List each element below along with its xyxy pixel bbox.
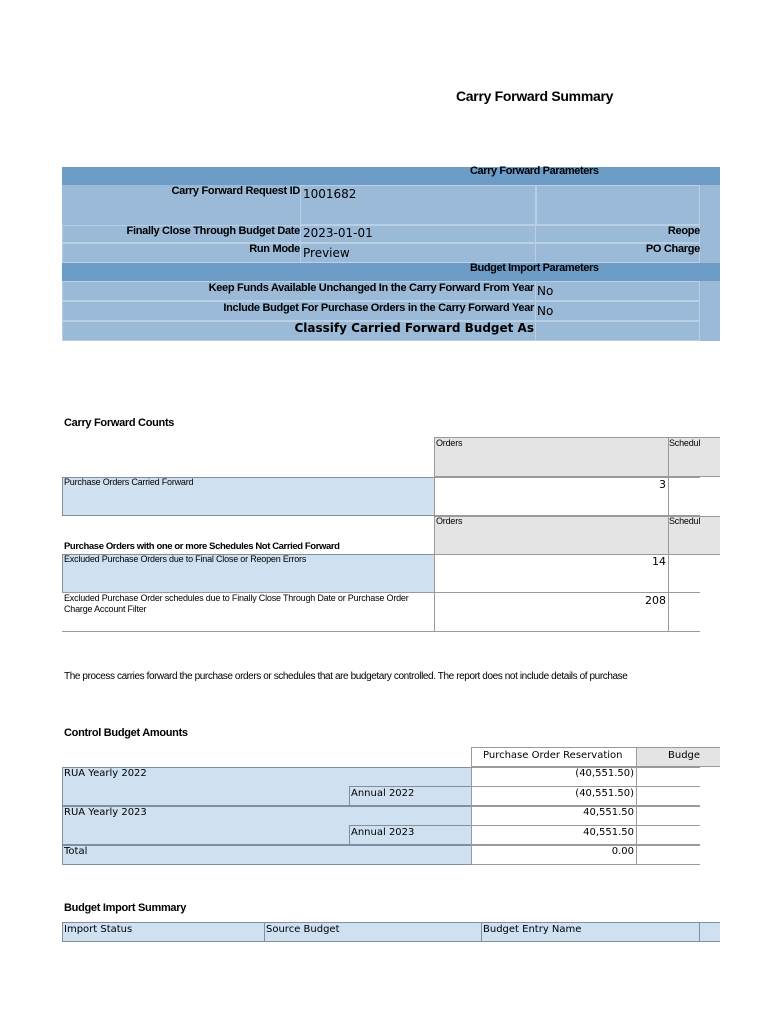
- budget-row-budget-cell: [636, 786, 700, 806]
- excluded-schedules-orders: 208: [645, 594, 666, 607]
- budget-row-amount: 40,551.50: [583, 827, 634, 838]
- close-date-value: 2023-01-01: [303, 226, 373, 240]
- run-mode-value: Preview: [303, 246, 350, 260]
- excluded-errors-schedules-cell: [668, 554, 700, 593]
- divider: [481, 922, 482, 942]
- not-carried-col-schedules: Schedul: [669, 516, 701, 526]
- run-mode-label: Run Mode: [249, 243, 300, 255]
- divider: [62, 515, 435, 516]
- import-header-row: [62, 922, 720, 942]
- param-divider: [535, 281, 536, 341]
- not-carried-header-orders: [434, 516, 669, 555]
- include-budget-label: Include Budget For Purchase Orders in the Carry Forward Year: [223, 302, 534, 314]
- budget-total-label: Total: [64, 846, 88, 857]
- param-divider: [300, 225, 301, 263]
- budget-total-amount: 0.00: [611, 846, 634, 857]
- classify-label: Classify Carried Forward Budget As: [294, 321, 534, 335]
- keep-funds-value: No: [537, 284, 554, 298]
- control-budget-title: Control Budget Amounts: [64, 727, 188, 739]
- param-cell: [536, 185, 700, 225]
- import-summary-title: Budget Import Summary: [64, 902, 187, 914]
- budget-total-label-cell: [62, 845, 472, 865]
- budget-row-budget-cell: [636, 767, 700, 787]
- close-date-label: Finally Close Through Budget Date: [126, 225, 300, 237]
- parameters-right-cap: [700, 185, 720, 263]
- budget-row-name: RUA Yearly 2022: [64, 768, 147, 779]
- request-id-label: Carry Forward Request ID: [171, 185, 300, 197]
- budget-import-header-bar: [62, 263, 720, 281]
- import-col-source: Source Budget: [266, 924, 340, 935]
- counts-col-schedules: Schedul: [669, 438, 701, 448]
- excluded-schedules-schedules-cell: [668, 592, 700, 632]
- carried-schedules-cell: [668, 477, 700, 516]
- not-carried-col-orders: Orders: [436, 516, 463, 526]
- counts-header-orders: [434, 437, 669, 477]
- excluded-schedules-label: Excluded Purchase Order schedules due to Finally Close Through Date or Purchase Order Charge Account Filter: [64, 593, 409, 614]
- budget-row-name: RUA Yearly 2023: [64, 807, 147, 818]
- budget-row-amount: 40,551.50: [583, 807, 634, 818]
- excluded-errors-label: Excluded Purchase Orders due to Final Close or Reopen Errors: [64, 554, 307, 564]
- import-col-entry: Budget Entry Name: [483, 924, 582, 935]
- divider: [699, 922, 700, 942]
- request-id-value: 1001682: [303, 187, 357, 201]
- not-carried-title: Purchase Orders with one or more Schedules Not Carried Forward: [64, 541, 340, 552]
- budget-row-budget-cell: [636, 825, 700, 845]
- page-title: Carry Forward Summary: [456, 88, 614, 104]
- budget-header: Budge: [668, 750, 701, 761]
- budget-row-amount: (40,551.50): [575, 768, 634, 779]
- reopen-label: Reope: [667, 225, 700, 237]
- counts-col-orders: Orders: [436, 438, 463, 448]
- budget-row-amount: (40,551.50): [575, 788, 634, 799]
- divider: [264, 922, 265, 942]
- budget-row-budget-cell: [636, 806, 700, 826]
- budget-row-period: Annual 2023: [351, 827, 415, 838]
- budget-total-budget-cell: [636, 845, 700, 865]
- excluded-errors-orders: 14: [652, 555, 666, 568]
- budget-row-label-cell: [62, 825, 350, 845]
- keep-funds-label: Keep Funds Available Unchanged In the Carry Forward From Year: [208, 282, 534, 294]
- budget-import-header: Budget Import Parameters: [470, 262, 599, 274]
- po-charge-label: PO Charge: [645, 243, 700, 255]
- param-divider: [535, 225, 536, 263]
- parameters-header: Carry Forward Parameters: [470, 165, 599, 177]
- process-note: The process carries forward the purchase orders or schedules that are budgetary controlled. The report does not include details of purchase: [64, 671, 628, 682]
- carried-orders: 3: [659, 478, 666, 491]
- parameters-header-bar: [62, 167, 720, 185]
- include-budget-value: No: [537, 304, 554, 318]
- budget-row-label-cell: [62, 786, 350, 806]
- budget-row-period: Annual 2022: [351, 788, 415, 799]
- carried-label: Purchase Orders Carried Forward: [64, 477, 194, 487]
- po-reservation-header: Purchase Order Reservation: [483, 750, 623, 761]
- counts-title: Carry Forward Counts: [64, 417, 175, 429]
- import-col-status: Import Status: [64, 924, 133, 935]
